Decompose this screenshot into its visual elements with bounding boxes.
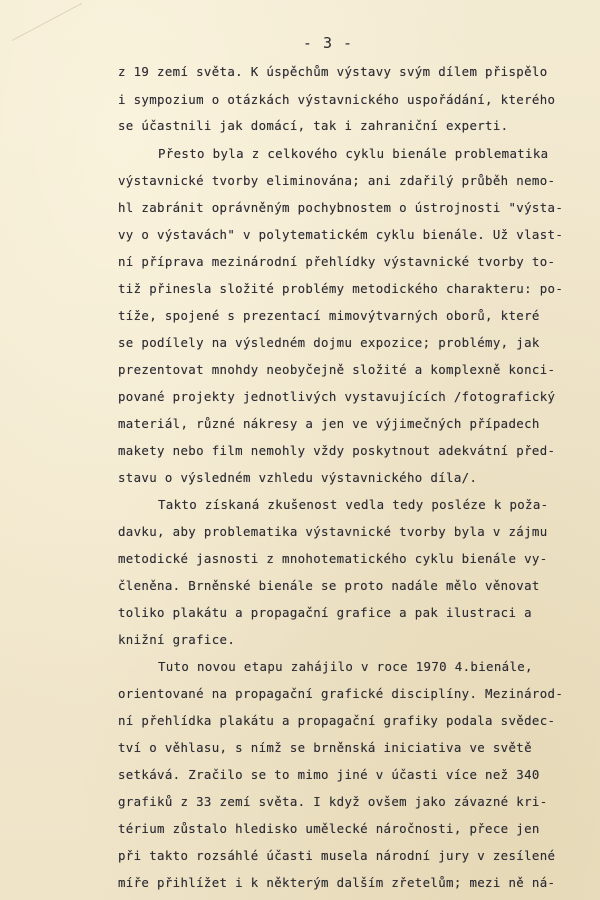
text-line: při takto rozsáhlé účasti musela národní jury v zesílené	[118, 848, 556, 863]
text-line: materiál, různé nákresy a jen ve výjimečných případech	[118, 416, 540, 431]
text-line: tíže, spojené s prezentací mimovýtvarných oborů, které	[118, 308, 540, 323]
text-line: stavu o výsledném vzhledu výstavnického díla/.	[118, 470, 478, 485]
text-line: tví o věhlasu, s nímž se brněnská iniciativa ve světě	[118, 740, 532, 755]
text-line: Přesto byla z celkového cyklu bienále problematika	[158, 146, 549, 161]
text-line: metodické jasnosti z mnohotematického cyklu bienále vy-	[118, 551, 548, 566]
text-line: térium zůstalo hledisko umělecké náročnosti, přece jen	[118, 821, 540, 836]
text-line: z 19 zemí světa. K úspěchům výstavy svým dílem přispělo	[118, 64, 548, 79]
text-line: orientované na propagační grafické disciplíny. Mezinárod-	[118, 686, 564, 701]
text-line: grafiků z 33 zemí světa. I když ovšem jako závazné kri-	[118, 794, 548, 809]
text-line: tiž přinesla složité problémy metodického charakteru: po-	[118, 281, 564, 296]
text-line: se podílely na výsledném dojmu expozice; problémy, jak	[118, 335, 540, 350]
text-line: Tuto novou etapu zahájilo v roce 1970 4.bienále,	[158, 659, 533, 674]
page-number: - 3 -	[302, 34, 354, 52]
text-line: knižní grafice.	[118, 632, 236, 647]
text-line: setkává. Zračilo se to mimo jiné v účasti více než 340	[118, 767, 540, 782]
text-line: hl zabránit oprávněným pochybnostem o ústrojnosti "výsta-	[118, 200, 564, 215]
text-line: ní přehlídka plakátu a propagační grafiky podala svědec-	[118, 713, 556, 728]
text-line: členěna. Brněnské bienále se proto nadále mělo věnovat	[118, 578, 540, 593]
text-line: pované projekty jednotlivých vystavujících /fotografický	[118, 389, 556, 404]
text-line: se účastnili jak domácí, tak i zahraniční experti.	[118, 118, 509, 133]
text-line: prezentovat mnohdy neobyčejně složité a komplexně konci-	[118, 362, 556, 377]
text-line: toliko plakátu a propagační grafice a pak ilustraci a	[118, 605, 532, 620]
text-line: Takto získaná zkušenost vedla tedy posléze k poža-	[158, 497, 549, 512]
text-line: i sympozium o otázkách výstavnického uspořádání, kterého	[118, 92, 556, 107]
text-line: míře přihlížet i k některým dalším zřetelům; mezi ně ná-	[118, 875, 556, 890]
text-line: davku, aby problematika výstavnické tvorby byla v zájmu	[118, 524, 548, 539]
text-line: výstavnické tvorby eliminována; ani zdařilý průběh nemo-	[118, 173, 556, 188]
text-line: ní příprava mezinárodní přehlídky výstavnické tvorby to-	[118, 254, 556, 269]
text-line: makety nebo film nemohly vždy poskytnout adekvátní před-	[118, 443, 556, 458]
text-line: vy o výstavách" v polytematickém cyklu bienále. Už vlast-	[118, 227, 564, 242]
